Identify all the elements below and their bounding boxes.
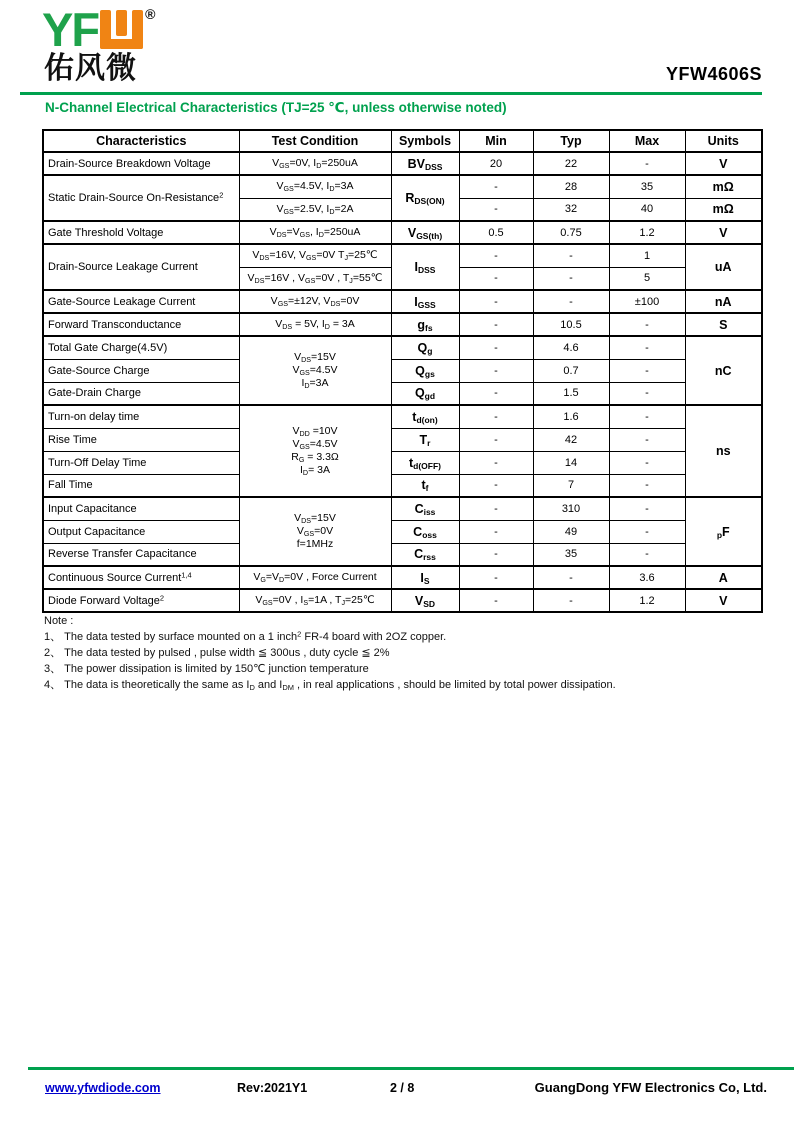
- cell-max: -: [609, 497, 685, 520]
- table-row: [43, 221, 762, 244]
- cell-min: -: [459, 451, 533, 474]
- table-row: [43, 152, 762, 175]
- cell-min: -: [459, 566, 533, 589]
- cell-max: -: [609, 359, 685, 382]
- logo-yf-text: YF: [42, 3, 99, 56]
- cell-unit: V: [685, 589, 762, 612]
- note-item-3: 3、 The power dissipation is limited by 150℃ junction temperature: [44, 663, 369, 675]
- col-header-max: Max: [609, 130, 685, 152]
- cell-characteristic: Output Capacitance: [43, 520, 239, 543]
- cell-unit: mΩ: [685, 175, 762, 198]
- cell-symbol: $t_{d(OFF)}$: [391, 451, 459, 474]
- cell-test-condition: $V_G=V_D=0V$ , Force Current: [239, 566, 391, 589]
- notes-section: [44, 613, 616, 693]
- cell-test-condition: $V_{GS}=2.5V$, $I_D=2A$: [239, 198, 391, 221]
- cell-symbol: $C_{oss}$: [391, 520, 459, 543]
- cell-max: 35: [609, 175, 685, 198]
- table-row: [43, 244, 762, 267]
- cell-symbol: $g_{fs}$: [391, 313, 459, 336]
- table-row: [43, 566, 762, 589]
- table-row: [43, 336, 762, 359]
- cell-unit: V: [685, 152, 762, 175]
- cell-max: 1.2: [609, 589, 685, 612]
- cell-symbol: $R_{DS(ON)}$: [391, 175, 459, 221]
- yfw-logo: [42, 3, 156, 56]
- cell-characteristic: Fall Time: [43, 474, 239, 497]
- note-item-2: 2、 The data tested by pulsed , pulse width ≦ 300us , duty cycle ≦ 2%: [44, 647, 390, 659]
- cell-test-condition: $V_{DS}=16V$, $V_{GS}=0V$ $T_J=25℃$: [239, 244, 391, 267]
- cell-characteristic: Gate-Source Charge: [43, 359, 239, 382]
- cell-typ: -: [533, 267, 609, 290]
- cell-typ: 7: [533, 474, 609, 497]
- cell-typ: -: [533, 290, 609, 313]
- table-row: [43, 175, 762, 198]
- cell-max: 5: [609, 267, 685, 290]
- cell-min: -: [459, 267, 533, 290]
- cell-characteristic: Drain-Source Breakdown Voltage: [43, 152, 239, 175]
- col-header-units: Units: [685, 130, 762, 152]
- col-header-test-condition: Test Condition: [239, 130, 391, 152]
- cell-characteristic: Diode Forward Voltage$^2$: [43, 589, 239, 612]
- electrical-characteristics-table: [42, 129, 763, 613]
- cell-max: 1.2: [609, 221, 685, 244]
- col-header-characteristics: Characteristics: [43, 130, 239, 152]
- cell-max: -: [609, 405, 685, 428]
- cell-typ: 28: [533, 175, 609, 198]
- cell-typ: 0.7: [533, 359, 609, 382]
- cell-characteristic: Static Drain-Source On-Resistance$^2$: [43, 175, 239, 221]
- table-row: [43, 290, 762, 313]
- table-row: [43, 359, 762, 382]
- cell-typ: 0.75: [533, 221, 609, 244]
- cell-characteristic: Continuous Source Current$^{1,4}$: [43, 566, 239, 589]
- cell-unit: nC: [685, 336, 762, 405]
- cell-characteristic: Rise Time: [43, 428, 239, 451]
- cell-max: 3.6: [609, 566, 685, 589]
- page-number: 2 / 8: [390, 1081, 415, 1095]
- cell-symbol: $BV_{DSS}$: [391, 152, 459, 175]
- cell-test-condition: $V_{DS}=16V$ , $V_{GS}=0V$ , $T_J=55℃$: [239, 267, 391, 290]
- logo-chinese-name: 佑风微: [44, 52, 137, 85]
- cell-min: -: [459, 290, 533, 313]
- part-number: YFW4606S: [665, 64, 762, 84]
- cell-symbol: $Q_g$: [391, 336, 459, 359]
- cell-test-condition: $V_{DS}=15V$ $V_{GS}=4.5V$ $I_D=3A$: [239, 336, 391, 405]
- cell-min: -: [459, 474, 533, 497]
- col-header-symbols: Symbols: [391, 130, 459, 152]
- cell-unit: ns: [685, 405, 762, 497]
- cell-min: -: [459, 175, 533, 198]
- cell-min: -: [459, 543, 533, 566]
- cell-min: 20: [459, 152, 533, 175]
- cell-test-condition: $V_{GS}=0V$ , $I_S=1A$ , $T_J=25℃$: [239, 589, 391, 612]
- note-item-4: 4、 The data is theoretically the same as $I_D$ and $I_{DM}$ , in real applications , should be limited by total power dissipation.: [44, 679, 616, 692]
- cell-symbol: $T_r$: [391, 428, 459, 451]
- logo-w-icon: [100, 10, 143, 49]
- section-title: N-Channel Electrical Characteristics (TJ=25 ℃, unless otherwise noted): [45, 100, 507, 115]
- cell-min: -: [459, 336, 533, 359]
- table-header-row: [43, 130, 762, 152]
- cell-typ: 35: [533, 543, 609, 566]
- table-row: [43, 428, 762, 451]
- cell-characteristic: Turn-Off Delay Time: [43, 451, 239, 474]
- header-divider: [20, 92, 762, 95]
- footer-divider: [28, 1067, 794, 1070]
- cell-typ: 1.5: [533, 382, 609, 405]
- cell-characteristic: Gate Threshold Voltage: [43, 221, 239, 244]
- cell-typ: 42: [533, 428, 609, 451]
- cell-unit: mΩ: [685, 198, 762, 221]
- cell-test-condition: $V_{GS}=0V$, $I_D=250uA$: [239, 152, 391, 175]
- cell-max: -: [609, 520, 685, 543]
- cell-test-condition: $V_{GS}=\pm 12V$, $V_{DS}=0V$: [239, 290, 391, 313]
- cell-max: -: [609, 313, 685, 336]
- table-row: [43, 497, 762, 520]
- col-header-min: Min: [459, 130, 533, 152]
- cell-max: -: [609, 382, 685, 405]
- cell-typ: -: [533, 244, 609, 267]
- cell-test-condition: $V_{DS}=15V$ $V_{GS}=0V$ f=1MHz: [239, 497, 391, 566]
- cell-unit: nA: [685, 290, 762, 313]
- cell-typ: 4.6: [533, 336, 609, 359]
- cell-unit: V: [685, 221, 762, 244]
- cell-typ: 22: [533, 152, 609, 175]
- cell-typ: 1.6: [533, 405, 609, 428]
- cell-min: 0.5: [459, 221, 533, 244]
- cell-min: -: [459, 428, 533, 451]
- cell-symbol: $V_{GS(th)}$: [391, 221, 459, 244]
- cell-symbol: $t_f$: [391, 474, 459, 497]
- cell-test-condition: $V_{GS}=4.5V$, $I_D=3A$: [239, 175, 391, 198]
- cell-unit: A: [685, 566, 762, 589]
- cell-max: -: [609, 152, 685, 175]
- table-row: [43, 474, 762, 497]
- cell-unit: S: [685, 313, 762, 336]
- cell-characteristic: Forward Transconductance: [43, 313, 239, 336]
- cell-test-condition: $V_{DS} = 5V$, $I_D = 3A$: [239, 313, 391, 336]
- cell-max: 1: [609, 244, 685, 267]
- notes-label: Note :: [44, 615, 74, 627]
- cell-symbol: $Q_{gd}$: [391, 382, 459, 405]
- cell-min: -: [459, 244, 533, 267]
- cell-characteristic: Turn-on delay time: [43, 405, 239, 428]
- cell-max: -: [609, 336, 685, 359]
- cell-min: -: [459, 405, 533, 428]
- table-row: [43, 405, 762, 428]
- table-row: [43, 520, 762, 543]
- registered-trademark-icon: ®: [145, 6, 156, 22]
- cell-max: 40: [609, 198, 685, 221]
- cell-max: ±100: [609, 290, 685, 313]
- cell-typ: 14: [533, 451, 609, 474]
- cell-symbol: $I_S$: [391, 566, 459, 589]
- cell-max: -: [609, 428, 685, 451]
- table-row: [43, 313, 762, 336]
- cell-symbol: $V_{SD}$: [391, 589, 459, 612]
- cell-max: -: [609, 474, 685, 497]
- cell-characteristic: Total Gate Charge(4.5V): [43, 336, 239, 359]
- cell-symbol: $I_{GSS}$: [391, 290, 459, 313]
- cell-typ: 49: [533, 520, 609, 543]
- cell-characteristic: Gate-Source Leakage Current: [43, 290, 239, 313]
- cell-typ: 310: [533, 497, 609, 520]
- table-row: [43, 451, 762, 474]
- cell-min: -: [459, 359, 533, 382]
- table-row: [43, 589, 762, 612]
- cell-unit: uA: [685, 244, 762, 290]
- note-item-1: 1、 The data tested by surface mounted on a 1 inch$^2$ FR-4 board with 2OZ copper.: [44, 629, 447, 643]
- cell-min: -: [459, 497, 533, 520]
- table-row: [43, 543, 762, 566]
- cell-typ: 10.5: [533, 313, 609, 336]
- cell-characteristic: Drain-Source Leakage Current: [43, 244, 239, 290]
- cell-typ: -: [533, 589, 609, 612]
- cell-test-condition: $V_{DS}=V_{GS}$, $I_D=250uA$: [239, 221, 391, 244]
- cell-min: -: [459, 520, 533, 543]
- cell-symbol: $I_{DSS}$: [391, 244, 459, 290]
- cell-symbol: $C_{iss}$: [391, 497, 459, 520]
- cell-unit: $_p$F: [685, 497, 762, 566]
- cell-characteristic: Gate-Drain Charge: [43, 382, 239, 405]
- cell-characteristic: Reverse Transfer Capacitance: [43, 543, 239, 566]
- cell-min: -: [459, 382, 533, 405]
- cell-max: -: [609, 543, 685, 566]
- cell-symbol: $t_{d(on)}$: [391, 405, 459, 428]
- website-link[interactable]: www.yfwdiode.com: [45, 1081, 161, 1095]
- cell-symbol: $C_{rss}$: [391, 543, 459, 566]
- cell-min: -: [459, 589, 533, 612]
- cell-symbol: $Q_{gs}$: [391, 359, 459, 382]
- cell-typ: 32: [533, 198, 609, 221]
- revision-label: Rev:2021Y1: [237, 1081, 308, 1095]
- cell-test-condition: $V_{DD} =10V$ $V_{GS}=4.5V$ $R_G = 3.3\Omega$ $I_D= 3A$: [239, 405, 391, 497]
- table-row: [43, 382, 762, 405]
- cell-typ: -: [533, 566, 609, 589]
- cell-characteristic: Input Capacitance: [43, 497, 239, 520]
- company-name: GuangDong YFW Electronics Co, Ltd.: [534, 1080, 767, 1095]
- cell-min: -: [459, 198, 533, 221]
- col-header-typ: Typ: [533, 130, 609, 152]
- cell-min: -: [459, 313, 533, 336]
- cell-max: -: [609, 451, 685, 474]
